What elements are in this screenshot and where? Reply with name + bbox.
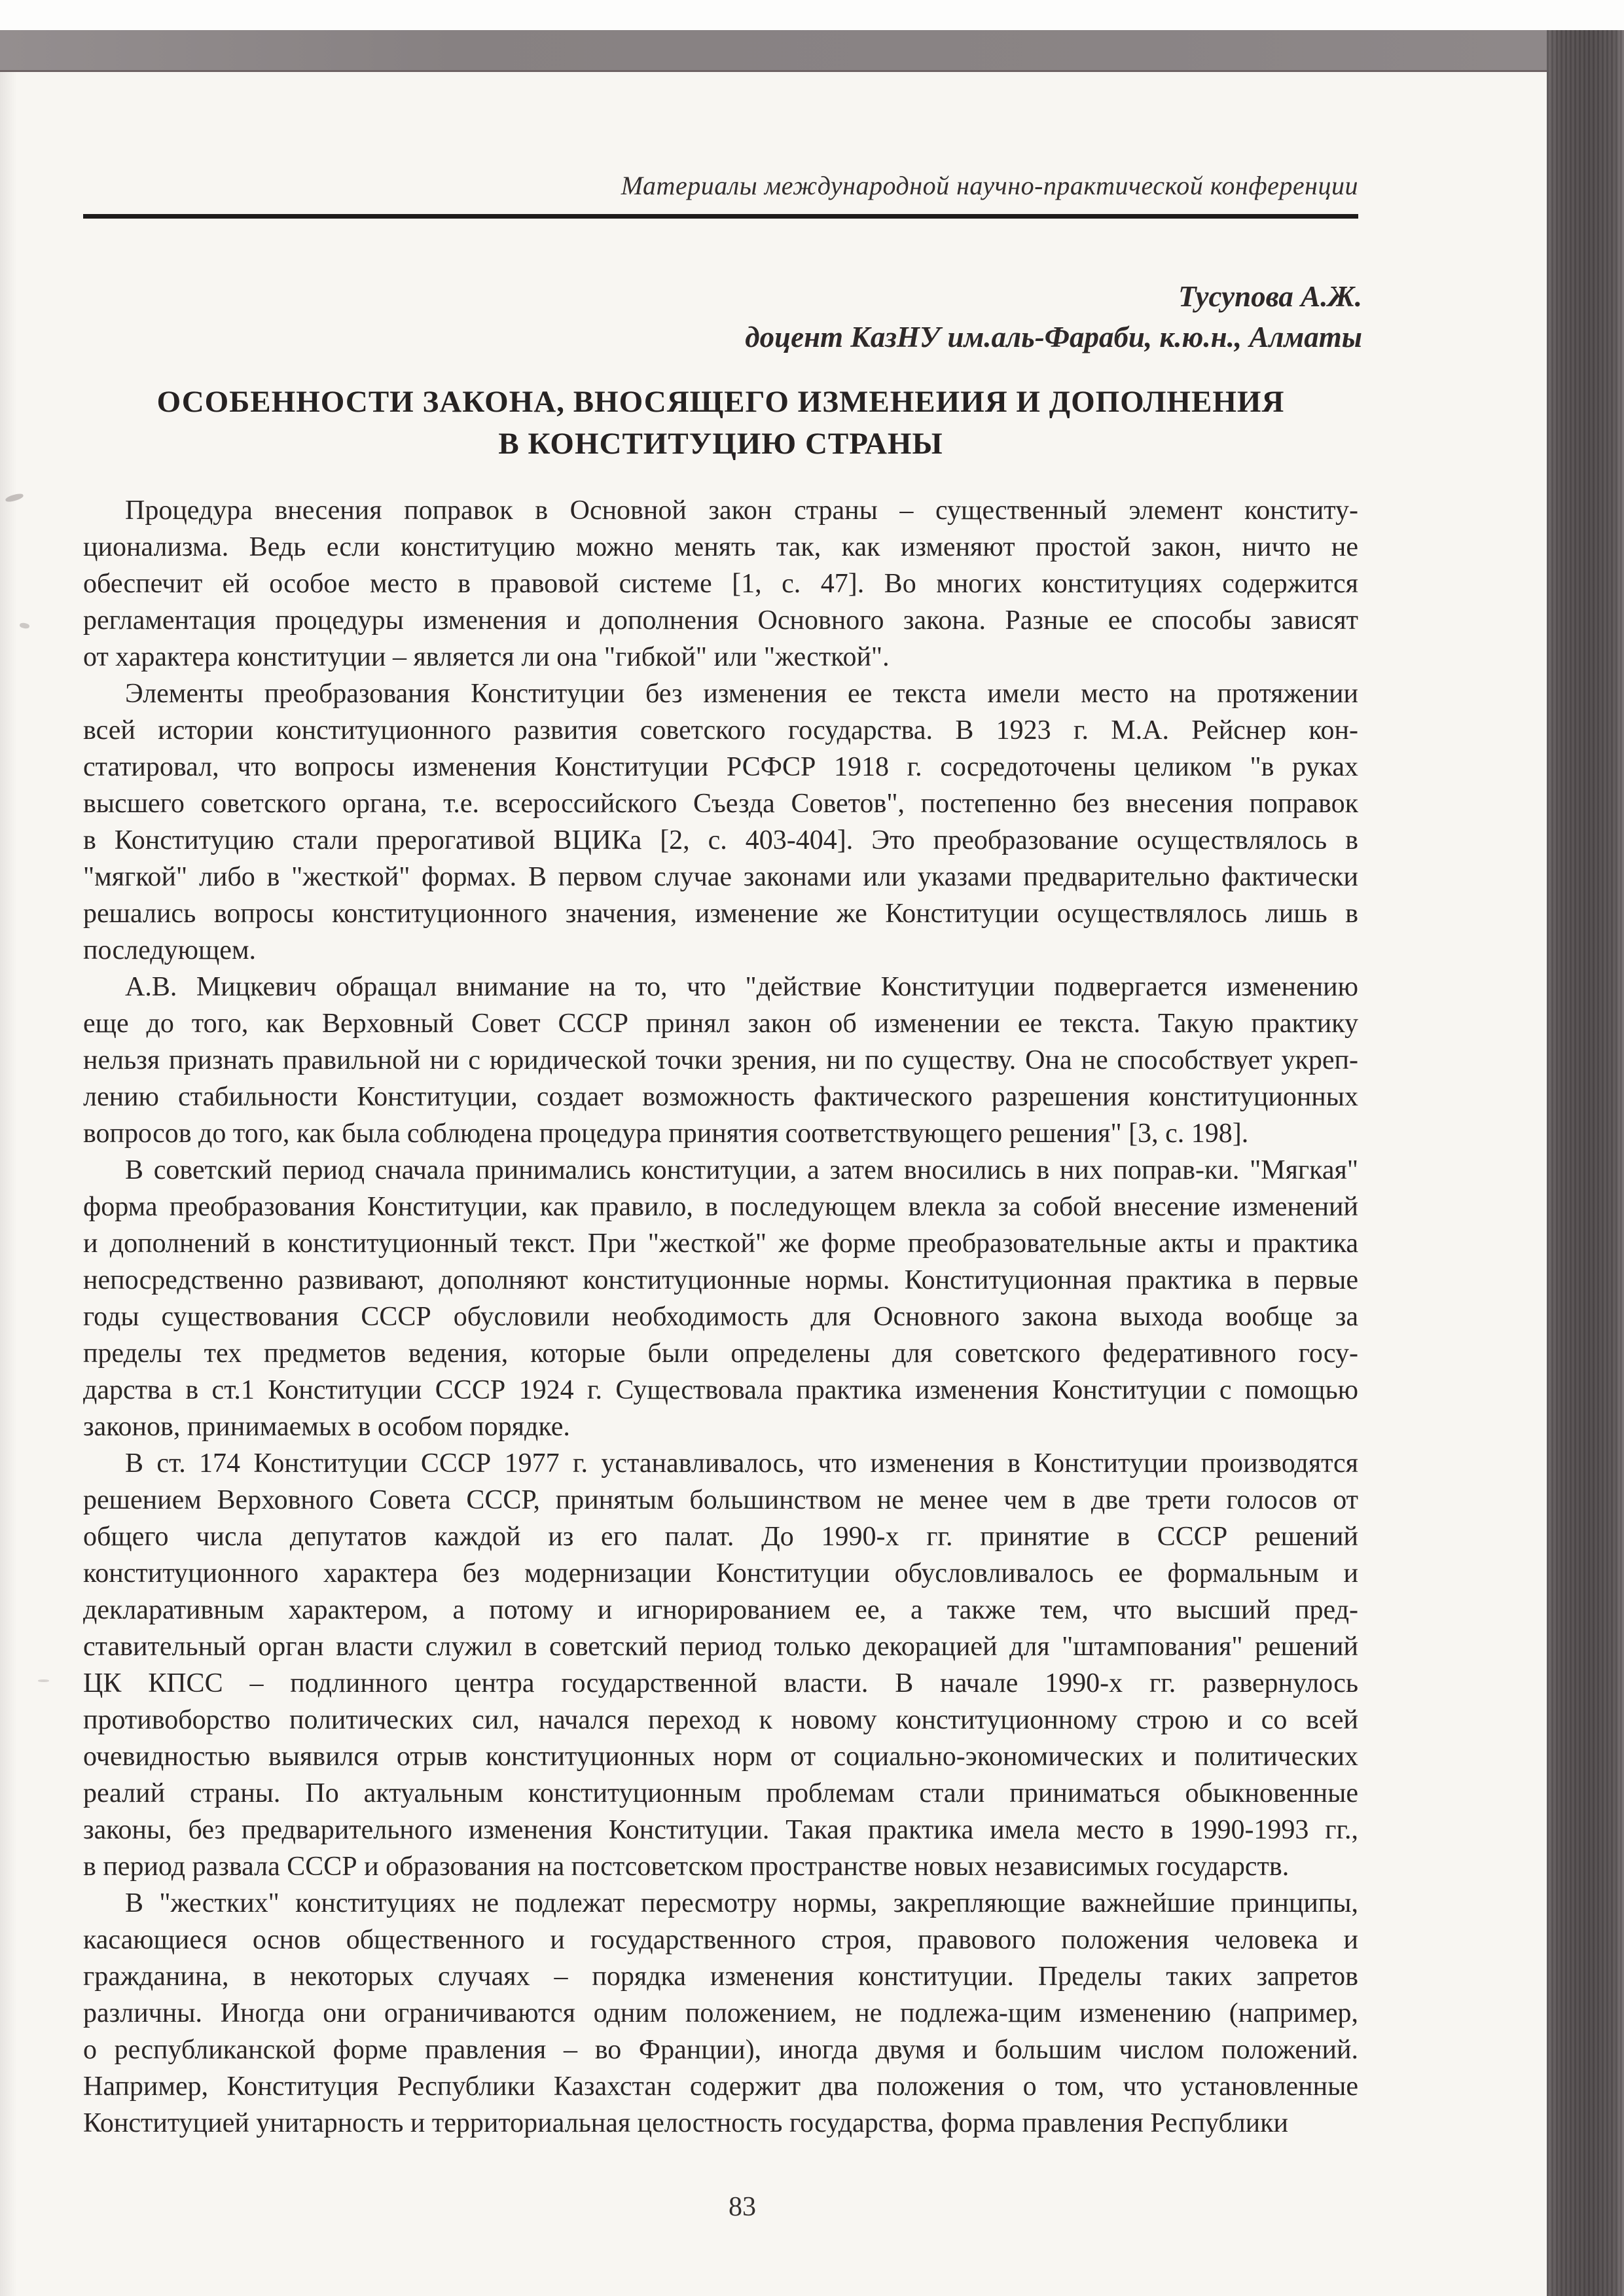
body-text-line: противоборство политических сил, начался переход к новому конституционному строю и со всей [83, 1705, 1358, 1735]
body-text-line: в период развала СССР и образования на постсоветском пространстве новых независимых государств. [83, 1852, 1290, 1882]
body-text-line: В "жестких" конституциях не подлежат пересмотру нормы, закрепляющие важнейшие принципы, [125, 1888, 1358, 1918]
body-text-line: конституционного характера без модернизации Конституции обусловливалось ее формальным и [83, 1558, 1358, 1588]
body-text-line: Конституцией унитарность и территориальная целостность государства, форма правления Республики [83, 2108, 1289, 2138]
body-text-line: решением Верховного Совета СССР, принятым большинством не менее чем в две трети голосов от [83, 1485, 1358, 1515]
body-text-line: о республиканской форме правления – во Франции), иногда двумя и большим числом положений. [83, 2035, 1358, 2065]
scan-top-margin [0, 0, 1624, 30]
body-text-line: ставительный орган власти служил в советский период только декорацией для "штампования" решений [83, 1632, 1358, 1662]
scanner-bed-top-strip [0, 30, 1624, 72]
body-text-line: нельзя признать правильной ни с юридической точки зрения, ни по существу. Она не способствует укреп- [83, 1045, 1358, 1075]
running-header: Материалы международной научно-практической конференции [621, 171, 1358, 200]
body-text-line: последующем. [83, 935, 257, 965]
author-name: Тусупова А.Ж. [1178, 280, 1362, 313]
body-text-line: вопросов до того, как была соблюдена процедура принятия соответствующего решения" [3, с. 198]. [83, 1119, 1249, 1149]
body-text-line: декларативным характером, а потому и игнорированием ее, а также тем, что высший пред- [83, 1595, 1358, 1625]
body-text-line: статировал, что вопросы изменения Конституции РСФСР 1918 г. сосредоточены целиком "в руках [83, 752, 1358, 782]
body-text-line: В советский период сначала принимались конституции, а затем вносились в них поправ-ки. "Мягкая" [125, 1155, 1358, 1185]
body-text-line: годы существования СССР обусловили необходимость для Основного закона выхода вообще за [83, 1302, 1358, 1332]
body-text-line: еще до того, как Верховный Совет СССР принял закон об изменении ее текста. Такую практику [83, 1009, 1358, 1039]
body-text-line: ЦК КПСС – подлинного центра государственной власти. В начале 1990-х гг. развернулось [83, 1668, 1358, 1698]
body-text-line: различны. Иногда они ограничиваются одним положением, не подлежа-щим изменению (например, [83, 1998, 1358, 2028]
body-text-line: Элементы преобразования Конституции без изменения ее текста имели место на протяжении [125, 679, 1358, 709]
body-text-line: очевидностью выявился отрыв конституционных норм от социально-экономических и политических [83, 1742, 1358, 1772]
body-text-line: А.В. Мицкевич обращал внимание на то, что "действие Конституции подвергается изменению [125, 972, 1358, 1002]
page-number: 83 [729, 2192, 756, 2222]
body-text-line: гражданина, в некоторых случаях – порядка изменения конституции. Пределы таких запретов [83, 1962, 1358, 1992]
body-text-line: дарства в ст.1 Конституции СССР 1924 г. Существовала практика изменения Конституции с помощью [83, 1375, 1358, 1405]
body-text-line: от характера конституции – является ли она "гибкой" или "жесткой". [83, 642, 890, 672]
body-text-line: и дополнений в конституционный текст. При "жесткой" же форме преобразовательные акты и практика [83, 1229, 1358, 1259]
body-text-line: обеспечит ей особое место в правовой системе [1, с. 47]. Во многих конституциях содержится [83, 569, 1358, 599]
article-title-line-2: В КОНСТИТУЦИЮ СТРАНЫ [498, 427, 943, 461]
article-title [83, 381, 1358, 465]
body-text-line: Процедура внесения поправок в Основной закон страны – существенный элемент конститу- [125, 495, 1358, 526]
author-block [745, 276, 1362, 357]
article-title-line-1: ОСОБЕННОСТИ ЗАКОНА, ВНОСЯЩЕГО ИЗМЕНЕИИЯ И ДОПОЛНЕНИЯ [156, 385, 1285, 419]
body-text-line: ционализма. Ведь если конституцию можно менять так, как изменяют простой закон, ничто не [83, 532, 1358, 562]
body-text-line: пределы тех предметов ведения, которые были определены для советского федеративного госу- [83, 1338, 1358, 1369]
body-text-line: в Конституцию стали прерогативой ВЦИКа [2, с. 403-404]. Это преобразование осуществлялось в [83, 825, 1358, 855]
body-text-line: непосредственно развивают, дополняют конституционные нормы. Конституционная практика в первые [83, 1265, 1358, 1295]
body-text-line: форма преобразования Конституции, как правило, в последующем влекла за собой внесение изменений [83, 1192, 1358, 1222]
body-text-line: общего числа депутатов каждой из его палат. До 1990-х гг. принятие в СССР решений [83, 1522, 1358, 1552]
body-text-line: "мягкой" либо в "жесткой" формах. В первом случае законами или указами предварительно фактически [83, 862, 1358, 892]
header-rule [83, 214, 1358, 219]
body-text-line: лению стабильности Конституции, создает возможность фактического разрешения конституционных [83, 1082, 1358, 1112]
body-text-line: касающиеся основ общественного и государственного строя, правового положения человека и [83, 1925, 1358, 1955]
scanner-bed-right-strip [1547, 30, 1624, 2296]
body-text-line: В ст. 174 Конституции СССР 1977 г. устанавливалось, что изменения в Конституции производятся [125, 1448, 1358, 1479]
body-text-line: Например, Конституция Республики Казахстан содержит два положения о том, что установленные [83, 2072, 1358, 2102]
body-text-line: законы, без предварительного изменения Конституции. Такая практика имела место в 1990-1993 гг., [83, 1815, 1358, 1845]
body-text-line: регламентация процедуры изменения и дополнения Основного закона. Разные ее способы зависят [83, 605, 1358, 636]
article-body [83, 492, 1358, 2142]
body-text-line: всей истории конституционного развития советского государства. В 1923 г. М.А. Рейснер кон- [83, 715, 1358, 745]
body-text-line: законов, принимаемых в особом порядке. [83, 1412, 570, 1442]
scan-speck [19, 622, 29, 629]
scan-speck [38, 1679, 49, 1682]
body-text-line: высшего советского органа, т.е. всероссийского Съезда Советов", постепенно без внесения поправок [83, 789, 1358, 819]
author-affiliation: доцент КазНУ им.аль-Фараби, к.ю.н., Алматы [745, 321, 1362, 353]
body-text-line: решались вопросы конституционного значения, изменение же Конституции осуществлялось лишь в [83, 899, 1358, 929]
body-text-line: реалий страны. По актуальным конституционным проблемам стали приниматься обыкновенные [83, 1778, 1358, 1808]
pencil-mark [5, 492, 24, 503]
